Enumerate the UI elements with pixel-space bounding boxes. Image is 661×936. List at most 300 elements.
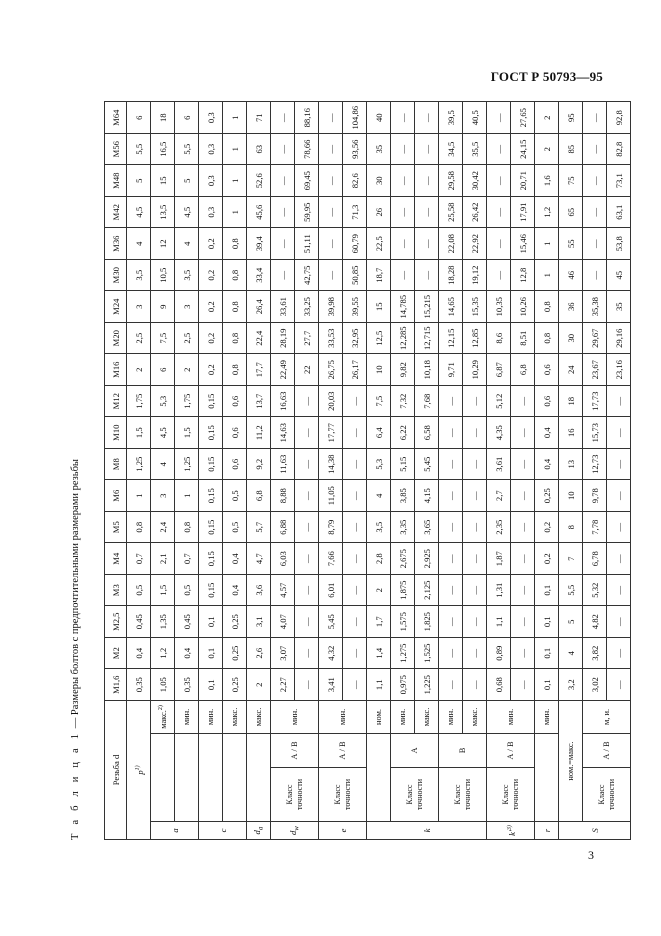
table-cell: 9,2 [247, 448, 271, 480]
table-row [199, 102, 223, 840]
table-cell: 10,5 [151, 259, 175, 291]
label-max: макс. [415, 700, 439, 733]
table-cell: 5,3 [151, 385, 175, 417]
table-cell: — [391, 196, 415, 228]
table-row [223, 102, 247, 840]
table-cell: 4,35 [487, 417, 511, 449]
table-cell: — [607, 606, 631, 638]
caption-text: — Размеры болтов с предпочтительными размерами резьбы [70, 459, 81, 731]
table-cell: 0,15 [199, 511, 223, 543]
table-cell: 0,8 [535, 322, 559, 354]
table-cell: 1,75 [175, 385, 199, 417]
table-cell: 30 [367, 165, 391, 197]
table-cell: — [295, 669, 319, 701]
table-cell: 0,6 [223, 385, 247, 417]
label-part: 1) [134, 765, 141, 771]
label-part: Класс [284, 784, 294, 805]
table-cell: 32,95 [343, 322, 367, 354]
table-cell: 6,22 [391, 417, 415, 449]
column-header: Резьба d [105, 700, 127, 839]
table-cell: 3,2 [559, 669, 583, 701]
table-cell: 1 [223, 102, 247, 134]
table-cell: — [511, 543, 535, 575]
table-cell: 0,6 [223, 417, 247, 449]
table-cell: 8,79 [319, 511, 343, 543]
table-row [367, 102, 391, 840]
table-cell: 3,41 [319, 669, 343, 701]
table-cell: 7,32 [391, 385, 415, 417]
table-cell: — [439, 574, 463, 606]
table-cell: 14,785 [391, 291, 415, 323]
table-row [535, 102, 559, 840]
table-cell: — [271, 196, 295, 228]
table-cell: 4,5 [127, 196, 151, 228]
label-nom: ном. [367, 700, 391, 733]
class-label [439, 768, 487, 822]
table-cell: 6,8 [247, 480, 271, 512]
table-cell: — [583, 196, 607, 228]
table-cell: 2,125 [415, 574, 439, 606]
table-cell: 0,25 [223, 637, 247, 669]
table-row [391, 102, 415, 840]
class-label [487, 768, 535, 822]
table-cell: 1,6 [535, 165, 559, 197]
table-cell: — [583, 133, 607, 165]
table-cell: 0,1 [535, 606, 559, 638]
table-cell: — [463, 574, 487, 606]
table-cell: — [343, 448, 367, 480]
table-cell: 1,275 [391, 637, 415, 669]
column-header: М36 [105, 228, 127, 260]
table-cell: 5 [175, 165, 199, 197]
table-cell: 29,58 [439, 165, 463, 197]
table-cell: 24,15 [511, 133, 535, 165]
table-cell: 52,6 [247, 165, 271, 197]
table-cell: 71,3 [343, 196, 367, 228]
label-part: В [505, 741, 515, 748]
table-cell: 26,42 [463, 196, 487, 228]
table-caption [66, 95, 86, 840]
table-cell: 1,25 [175, 448, 199, 480]
table-cell: 51,11 [295, 228, 319, 260]
column-header: М20 [105, 322, 127, 354]
label-max: макс. [463, 700, 487, 733]
table-cell: 1,31 [487, 574, 511, 606]
table-cell: — [439, 480, 463, 512]
table-cell: — [511, 480, 535, 512]
rotated-table-area [66, 95, 624, 840]
label-part: А [505, 753, 515, 760]
table-cell: 5 [559, 606, 583, 638]
column-header: М5 [105, 511, 127, 543]
table-cell: — [607, 637, 631, 669]
table-cell: 10,18 [415, 354, 439, 386]
label-max: макс. [247, 700, 271, 733]
label-min: мин. [175, 700, 199, 733]
table-cell: 39,5 [439, 102, 463, 134]
table-cell: 18,7 [367, 259, 391, 291]
table-cell: 1,1 [367, 669, 391, 701]
table-cell: 22,5 [367, 228, 391, 260]
table-cell: 0,5 [223, 480, 247, 512]
table-cell: 39,4 [247, 228, 271, 260]
table-cell: 0,4 [127, 637, 151, 669]
column-header: М16 [105, 354, 127, 386]
table-cell: 0,8 [535, 291, 559, 323]
table-cell: — [415, 133, 439, 165]
table-cell: — [391, 102, 415, 134]
table-cell: 35,38 [583, 291, 607, 323]
table-row [151, 102, 175, 840]
label-max: макс. [223, 700, 247, 733]
table-cell: 0,1 [199, 669, 223, 701]
table-cell: 5,7 [247, 511, 271, 543]
table-cell: — [271, 259, 295, 291]
table-cell: 1,87 [487, 543, 511, 575]
table-cell: — [415, 102, 439, 134]
table-cell: — [511, 669, 535, 701]
table-cell: 29,16 [607, 322, 631, 354]
table-cell: 0,2 [199, 322, 223, 354]
label-part: Класс [596, 784, 606, 805]
table-cell: 4 [175, 228, 199, 260]
table-cell: — [607, 669, 631, 701]
table-cell: 14,65 [439, 291, 463, 323]
table-cell: — [415, 259, 439, 291]
column-header: М2,5 [105, 606, 127, 638]
table-cell: — [295, 574, 319, 606]
table-cell: 40,5 [463, 102, 487, 134]
table-cell: — [487, 165, 511, 197]
table-cell: 63 [247, 133, 271, 165]
label-part: точности [510, 779, 520, 811]
table-cell: 3,6 [247, 574, 271, 606]
table-cell: — [511, 511, 535, 543]
table-cell: — [439, 448, 463, 480]
table-cell: 8,88 [271, 480, 295, 512]
column-header: М56 [105, 133, 127, 165]
table-cell: 73,1 [607, 165, 631, 197]
table-row [487, 102, 511, 840]
table-cell: 40 [367, 102, 391, 134]
table-cell: 20,71 [511, 165, 535, 197]
table-cell: 63,1 [607, 196, 631, 228]
table-cell: 0,25 [223, 669, 247, 701]
table-cell: — [583, 259, 607, 291]
table-cell: — [487, 196, 511, 228]
table-cell: 10,35 [487, 291, 511, 323]
table-cell: 0,4 [175, 637, 199, 669]
table-cell: 3 [127, 291, 151, 323]
table-cell: — [343, 543, 367, 575]
label-part: А [289, 753, 299, 760]
class-label [271, 768, 319, 822]
label-part: А [337, 753, 347, 760]
table-cell: 0,35 [127, 669, 151, 701]
table-cell: 3 [151, 480, 175, 512]
table-cell: 15,215 [415, 291, 439, 323]
label-min: мин. [487, 700, 535, 733]
table-cell: — [439, 385, 463, 417]
table-cell: 1 [223, 165, 247, 197]
table-cell: 7,5 [367, 385, 391, 417]
table-cell: 39,55 [343, 291, 367, 323]
table-cell: 0,25 [223, 606, 247, 638]
class-a-label: А [391, 734, 439, 768]
table-cell: 11,63 [271, 448, 295, 480]
table-cell: 15,46 [511, 228, 535, 260]
table-cell: — [391, 133, 415, 165]
table-cell: — [415, 196, 439, 228]
table-cell: 78,66 [295, 133, 319, 165]
table-cell: 23,16 [607, 354, 631, 386]
table-cell: — [607, 543, 631, 575]
table-cell: 33,53 [319, 322, 343, 354]
table-cell: 0,3 [199, 165, 223, 197]
table-cell: 3,65 [415, 511, 439, 543]
table-cell: 27,65 [511, 102, 535, 134]
table-cell: 4 [367, 480, 391, 512]
table-cell: 3,35 [391, 511, 415, 543]
table-cell: 6,8 [511, 354, 535, 386]
table-cell: — [343, 606, 367, 638]
table-cell: 12 [151, 228, 175, 260]
table-cell: 18,28 [439, 259, 463, 291]
table-cell: 1,5 [175, 417, 199, 449]
table-cell: 0,2 [535, 511, 559, 543]
label-part: А [601, 753, 611, 760]
table-cell: 0,1 [535, 574, 559, 606]
table-cell: 0,68 [487, 669, 511, 701]
label-part: р [134, 770, 145, 775]
table-cell: 2,27 [271, 669, 295, 701]
label-part: точности [462, 779, 472, 811]
label-part: d [287, 830, 298, 836]
table-cell: 45 [607, 259, 631, 291]
table-row [583, 102, 607, 840]
table-cell: 65 [559, 196, 583, 228]
table-cell: 22 [295, 354, 319, 386]
table-cell: 3,5 [175, 259, 199, 291]
table-cell: — [511, 448, 535, 480]
table-cell: 0,8 [223, 322, 247, 354]
table-cell: 1,2 [151, 637, 175, 669]
row-label-p [127, 700, 151, 839]
table-cell: — [319, 133, 343, 165]
table-cell: 9,82 [391, 354, 415, 386]
table-row [319, 102, 343, 840]
table-cell: 2,1 [151, 543, 175, 575]
table-cell: 0,6 [535, 385, 559, 417]
table-cell: — [391, 165, 415, 197]
table-cell: — [439, 511, 463, 543]
row-label-e: е [319, 822, 367, 840]
table-cell: 2,35 [487, 511, 511, 543]
table-cell: 30 [559, 322, 583, 354]
table-cell: 1 [175, 480, 199, 512]
table-cell: — [295, 448, 319, 480]
class-ab-label: А / В [319, 734, 367, 768]
table-cell: — [607, 574, 631, 606]
table-cell: 0,6 [223, 448, 247, 480]
table-cell: — [607, 511, 631, 543]
table-cell: 35,5 [463, 133, 487, 165]
table-cell: 0,4 [535, 448, 559, 480]
table-cell: 22,92 [463, 228, 487, 260]
table-cell: 1 [223, 196, 247, 228]
table-cell: 0,5 [127, 574, 151, 606]
column-header: М10 [105, 417, 127, 449]
table-cell: 3,82 [583, 637, 607, 669]
table-cell: 0,15 [199, 543, 223, 575]
table-cell: 4,57 [271, 574, 295, 606]
table-cell: — [295, 480, 319, 512]
table-cell: — [295, 606, 319, 638]
table-cell: 6,87 [487, 354, 511, 386]
table-cell: 12,715 [415, 322, 439, 354]
table-cell: — [607, 385, 631, 417]
table-cell: 1 [127, 480, 151, 512]
column-header: М8 [105, 448, 127, 480]
row-label-a: a [151, 822, 199, 840]
table-cell: 12,5 [367, 322, 391, 354]
column-header: М2 [105, 637, 127, 669]
table-cell: 1,4 [367, 637, 391, 669]
table-cell: 15,35 [463, 291, 487, 323]
table-cell: 25,58 [439, 196, 463, 228]
column-header: М4 [105, 543, 127, 575]
table-row [247, 102, 271, 840]
table-cell: 95 [559, 102, 583, 134]
table-cell: 0,975 [391, 669, 415, 701]
table-cell: 2,675 [391, 543, 415, 575]
table-cell: 17,91 [511, 196, 535, 228]
table-cell: — [487, 228, 511, 260]
table-cell: 6,78 [583, 543, 607, 575]
table-cell: 3,61 [487, 448, 511, 480]
table-cell: 6,58 [415, 417, 439, 449]
table-cell: 5,45 [319, 606, 343, 638]
table-cell: — [271, 228, 295, 260]
label-part: точности [342, 779, 352, 811]
label-part: w [292, 825, 301, 831]
table-cell: 4,5 [151, 417, 175, 449]
table-cell: 6 [127, 102, 151, 134]
label-min: м, и. [583, 700, 631, 733]
class-ab-label: А / В [271, 734, 319, 768]
table-cell: 2 [535, 102, 559, 134]
table-cell: 30,42 [463, 165, 487, 197]
table-cell: — [463, 543, 487, 575]
table-cell: 0,2 [199, 228, 223, 260]
table-cell: — [319, 102, 343, 134]
table-cell: — [463, 448, 487, 480]
class-label [319, 768, 367, 822]
table-cell: 11,2 [247, 417, 271, 449]
table-cell: 2 [247, 669, 271, 701]
table-cell: 8,51 [511, 322, 535, 354]
table-cell: 0,3 [199, 102, 223, 134]
table-cell: 1,35 [151, 606, 175, 638]
table-cell: 88,16 [295, 102, 319, 134]
column-header: М12 [105, 385, 127, 417]
table-cell: — [487, 133, 511, 165]
table-row [439, 102, 463, 840]
table-cell: 4,5 [175, 196, 199, 228]
table-cell: 3,1 [247, 606, 271, 638]
table-cell: 7,78 [583, 511, 607, 543]
label-part: a [256, 826, 265, 831]
table-cell: 22,08 [439, 228, 463, 260]
table-cell: 0,8 [175, 511, 199, 543]
table-cell: 55 [559, 228, 583, 260]
table-cell: 69,45 [295, 165, 319, 197]
table-cell: 2 [367, 574, 391, 606]
table-cell: 0,45 [127, 606, 151, 638]
table-cell: 1 [535, 259, 559, 291]
table-cell: — [343, 417, 367, 449]
table-cell: — [511, 417, 535, 449]
table-cell: 14,63 [271, 417, 295, 449]
table-cell: 17,7 [247, 354, 271, 386]
table-cell: 1 [223, 133, 247, 165]
table-cell: 11,05 [319, 480, 343, 512]
table-cell: 0,1 [199, 606, 223, 638]
table-cell: 6,4 [367, 417, 391, 449]
label-max [151, 700, 175, 733]
label-part: d [251, 830, 262, 835]
table-cell: 5,45 [415, 448, 439, 480]
table-cell: 0,25 [535, 480, 559, 512]
table-cell: 0,6 [535, 354, 559, 386]
table-cell: 53,8 [607, 228, 631, 260]
table-cell: 7,5 [151, 322, 175, 354]
table-cell: 33,25 [295, 291, 319, 323]
table-cell: 45,6 [247, 196, 271, 228]
table-cell: 2,8 [367, 543, 391, 575]
table-cell: 92,8 [607, 102, 631, 134]
table-cell: — [295, 637, 319, 669]
row-label-k: k [367, 822, 487, 840]
table-cell: 71 [247, 102, 271, 134]
table-cell: — [295, 417, 319, 449]
table-cell: — [343, 385, 367, 417]
table-cell: — [511, 574, 535, 606]
table-cell: 13,7 [247, 385, 271, 417]
row-label-kprime [487, 822, 535, 840]
table-cell: 2,5 [127, 322, 151, 354]
table-cell: 1,575 [391, 606, 415, 638]
table-cell: 10,26 [511, 291, 535, 323]
table-cell: — [583, 165, 607, 197]
table-cell: 0,1 [199, 637, 223, 669]
table-cell: 104,86 [343, 102, 367, 134]
table-cell: 0,15 [199, 480, 223, 512]
table-cell: 18 [151, 102, 175, 134]
table-cell: — [511, 637, 535, 669]
table-cell: 0,89 [487, 637, 511, 669]
table-cell: — [463, 511, 487, 543]
table-cell: — [439, 606, 463, 638]
table-cell: 15 [151, 165, 175, 197]
table-cell: 5,12 [487, 385, 511, 417]
table-cell: 59,95 [295, 196, 319, 228]
table-cell: 9,71 [439, 354, 463, 386]
label-part: 3) [506, 825, 513, 831]
label-part: В [337, 741, 347, 748]
table-cell: — [583, 228, 607, 260]
table-cell: 4,15 [415, 480, 439, 512]
